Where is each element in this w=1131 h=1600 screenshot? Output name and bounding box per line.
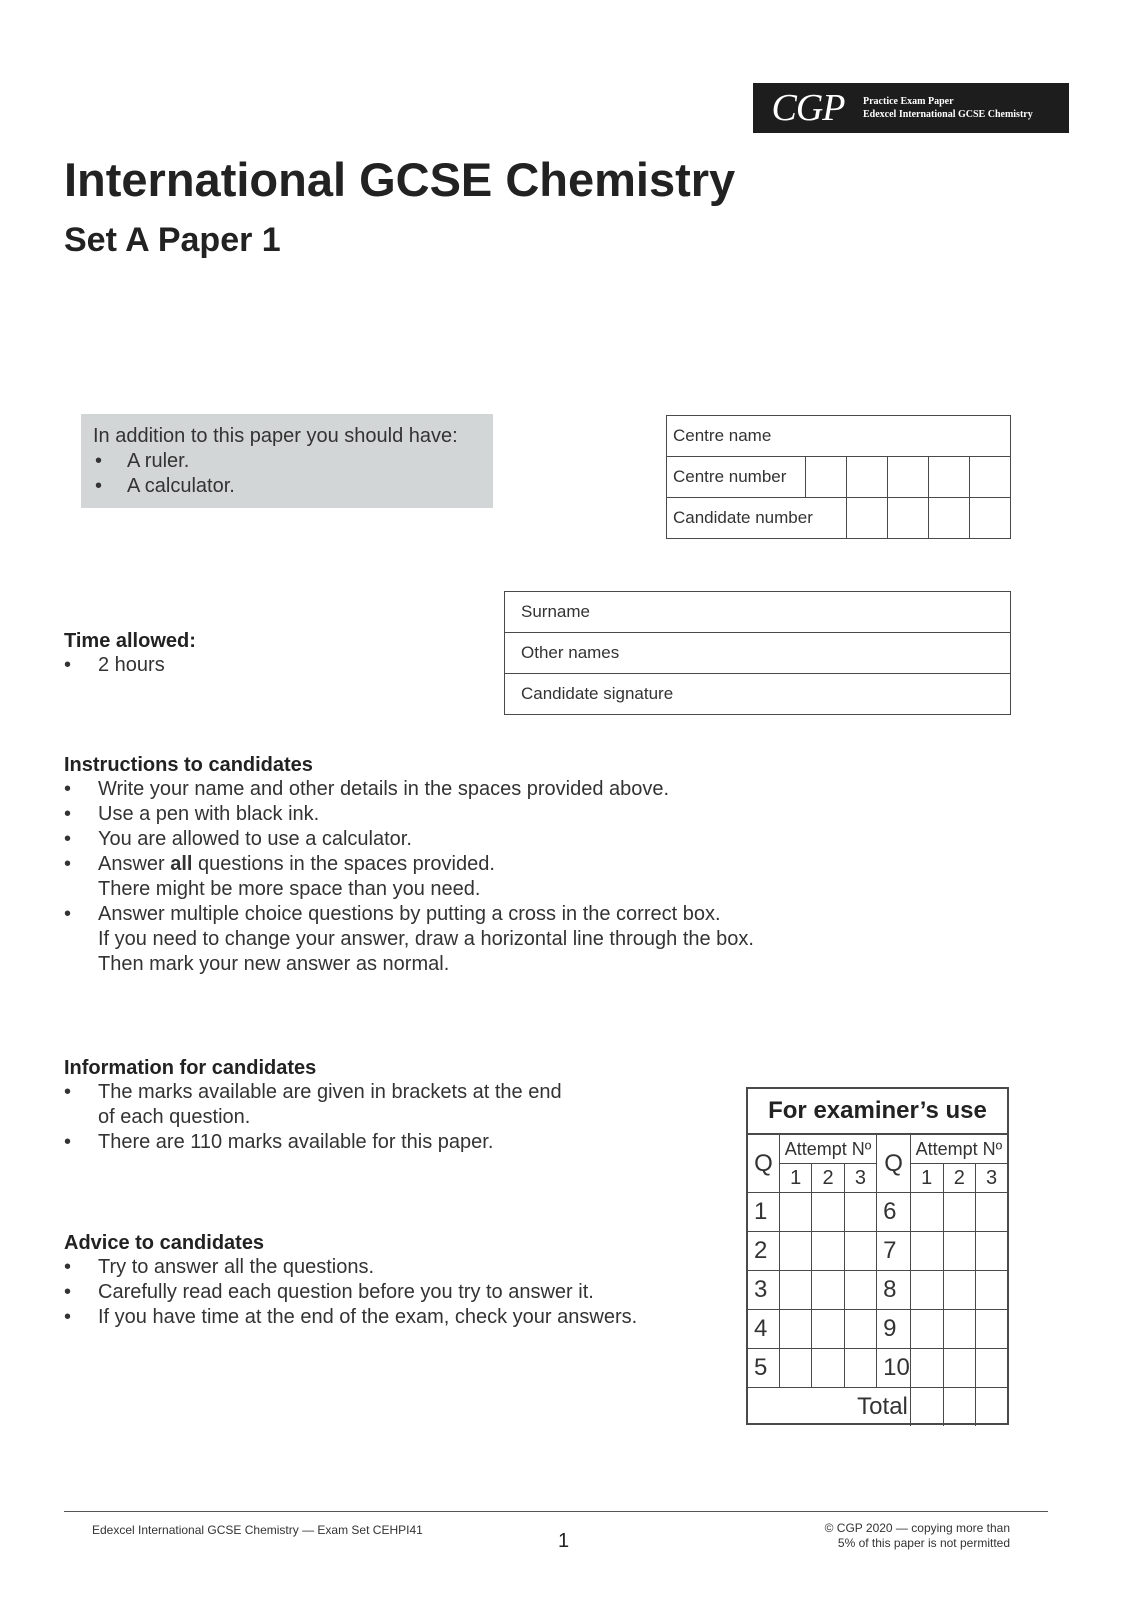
attempt-header: Attempt Nº — [780, 1135, 877, 1164]
banner-subtitle — [863, 95, 1033, 121]
instruction-item: • Use a pen with black ink. — [64, 802, 754, 827]
total-cell[interactable] — [976, 1388, 1007, 1427]
document-subtitle: Set A Paper 1 — [64, 221, 281, 259]
instruction-text: Answer — [98, 853, 171, 875]
mark-cell[interactable] — [812, 1193, 844, 1232]
requirement-item: • A calculator. — [93, 474, 481, 499]
question-number: 2 — [748, 1232, 780, 1271]
time-allowed-heading: Time allowed: — [64, 630, 196, 652]
mark-cell[interactable] — [976, 1349, 1007, 1388]
examiner-marks-table — [748, 1135, 1007, 1426]
copyright-line-2: 5% of this paper is not permitted — [837, 1536, 1010, 1550]
requirements-list — [93, 449, 481, 499]
q-header: Q — [877, 1135, 911, 1193]
mark-cell[interactable] — [910, 1271, 943, 1310]
question-number: 5 — [748, 1349, 780, 1388]
instructions-list — [64, 777, 754, 877]
question-number: 10 — [877, 1349, 911, 1388]
attempt-number: 1 — [780, 1164, 812, 1193]
publisher-banner — [753, 83, 1069, 133]
attempt-number: 3 — [844, 1164, 876, 1193]
candidate-number-digit[interactable] — [970, 498, 1011, 539]
information-item: • There are 110 marks available for this paper. — [64, 1130, 562, 1155]
question-number: 1 — [748, 1193, 780, 1232]
mark-cell[interactable] — [943, 1310, 976, 1349]
instruction-item: • Answer multiple choice questions by putting a cross in the correct box. — [64, 902, 754, 927]
examiner-use-box — [746, 1087, 1009, 1425]
mark-cell[interactable] — [812, 1232, 844, 1271]
advice-item: • Carefully read each question before you try to answer it. — [64, 1280, 637, 1305]
instruction-continuation: Then mark your new answer as normal. — [98, 953, 450, 975]
mark-cell[interactable] — [780, 1349, 812, 1388]
banner-line-1: Practice Exam Paper — [863, 96, 954, 107]
centre-number-label: Centre number — [667, 457, 806, 498]
candidate-number-digit[interactable] — [888, 498, 929, 539]
document-title: International GCSE Chemistry — [64, 153, 736, 206]
page-number: 1 — [558, 1530, 570, 1552]
centre-number-digit[interactable] — [929, 457, 970, 498]
mark-cell[interactable] — [943, 1232, 976, 1271]
attempt-number: 3 — [976, 1164, 1007, 1193]
attempt-number: 2 — [812, 1164, 844, 1193]
mark-cell[interactable] — [976, 1310, 1007, 1349]
attempt-header: Attempt Nº — [910, 1135, 1007, 1164]
mark-cell[interactable] — [976, 1193, 1007, 1232]
instruction-item: • You are allowed to use a calculator. — [64, 827, 754, 852]
information-continuation: of each question. — [98, 1106, 251, 1128]
signature-field[interactable]: Candidate signature — [505, 674, 1011, 715]
mark-cell[interactable] — [812, 1310, 844, 1349]
mark-cell[interactable] — [976, 1232, 1007, 1271]
candidate-number-digit[interactable] — [847, 498, 888, 539]
candidate-number-label: Candidate number — [667, 498, 847, 539]
requirements-intro: In addition to this paper you should have: — [93, 425, 458, 447]
attempt-number: 1 — [910, 1164, 943, 1193]
time-allowed-list — [64, 653, 196, 678]
centre-number-digit[interactable] — [806, 457, 847, 498]
requirement-item: • A ruler. — [93, 449, 481, 474]
mark-cell[interactable] — [780, 1193, 812, 1232]
instruction-item — [64, 852, 754, 877]
other-names-field[interactable]: Other names — [505, 633, 1011, 674]
information-heading: Information for candidates — [64, 1057, 317, 1079]
advice-heading: Advice to candidates — [64, 1232, 265, 1254]
information-list — [64, 1130, 562, 1155]
instruction-item: • Write your name and other details in the spaces provided above. — [64, 777, 754, 802]
question-number: 4 — [748, 1310, 780, 1349]
advice-section — [64, 1232, 637, 1330]
footer-copyright — [780, 1521, 1010, 1551]
footer-exam-set: Edexcel International GCSE Chemistry — Exam Set CEHPI41 — [92, 1523, 423, 1537]
attempt-number: 2 — [943, 1164, 976, 1193]
candidate-number-digit[interactable] — [929, 498, 970, 539]
mark-cell[interactable] — [844, 1193, 876, 1232]
mark-cell[interactable] — [910, 1349, 943, 1388]
instruction-continuation: There might be more space than you need. — [98, 878, 481, 900]
surname-field[interactable]: Surname — [505, 592, 1011, 633]
time-allowed-section — [64, 630, 196, 678]
q-header: Q — [748, 1135, 780, 1193]
examiner-use-title: For examiner’s use — [748, 1089, 1007, 1135]
mark-cell[interactable] — [780, 1310, 812, 1349]
information-list — [64, 1080, 562, 1105]
instruction-emphasis: all — [170, 853, 193, 875]
mark-cell[interactable] — [910, 1193, 943, 1232]
centre-details-table — [666, 415, 1011, 539]
advice-list — [64, 1255, 637, 1330]
instructions-heading: Instructions to candidates — [64, 754, 313, 776]
time-allowed-value: • 2 hours — [64, 653, 196, 678]
centre-name-field[interactable]: Centre name — [667, 416, 1011, 457]
mark-cell[interactable] — [780, 1232, 812, 1271]
mark-cell[interactable] — [910, 1232, 943, 1271]
question-number: 7 — [877, 1232, 911, 1271]
mark-cell[interactable] — [844, 1271, 876, 1310]
total-label: Total — [748, 1388, 910, 1427]
banner-line-2: Edexcel International GCSE Chemistry — [863, 109, 1033, 120]
centre-number-digit[interactable] — [847, 457, 888, 498]
mark-cell[interactable] — [910, 1310, 943, 1349]
copyright-line-1: © CGP 2020 — copying more than — [824, 1521, 1010, 1535]
total-cell[interactable] — [943, 1388, 976, 1427]
mark-cell[interactable] — [943, 1349, 976, 1388]
advice-item: • Try to answer all the questions. — [64, 1255, 637, 1280]
instructions-section — [64, 754, 754, 977]
advice-item: • If you have time at the end of the exam, check your answers. — [64, 1305, 637, 1330]
centre-number-digit[interactable] — [970, 457, 1011, 498]
question-number: 8 — [877, 1271, 911, 1310]
mark-cell[interactable] — [943, 1271, 976, 1310]
question-number: 3 — [748, 1271, 780, 1310]
mark-cell[interactable] — [943, 1193, 976, 1232]
requirements-box — [81, 414, 493, 508]
mark-cell[interactable] — [844, 1232, 876, 1271]
instruction-text: questions in the spaces provided. — [192, 853, 495, 875]
question-number: 6 — [877, 1193, 911, 1232]
instruction-continuation: If you need to change your answer, draw a horizontal line through the box. — [98, 928, 754, 950]
mark-cell[interactable] — [844, 1310, 876, 1349]
centre-number-digit[interactable] — [888, 457, 929, 498]
mark-cell[interactable] — [812, 1271, 844, 1310]
cgp-logo: CGP — [771, 87, 845, 129]
information-section — [64, 1057, 562, 1155]
mark-cell[interactable] — [780, 1271, 812, 1310]
instructions-list — [64, 902, 754, 927]
total-cell[interactable] — [910, 1388, 943, 1427]
question-number: 9 — [877, 1310, 911, 1349]
candidate-name-table — [504, 591, 1011, 715]
information-item: • The marks available are given in brackets at the end — [64, 1080, 562, 1105]
mark-cell[interactable] — [976, 1271, 1007, 1310]
mark-cell[interactable] — [812, 1349, 844, 1388]
footer-divider — [64, 1511, 1048, 1512]
mark-cell[interactable] — [844, 1349, 876, 1388]
